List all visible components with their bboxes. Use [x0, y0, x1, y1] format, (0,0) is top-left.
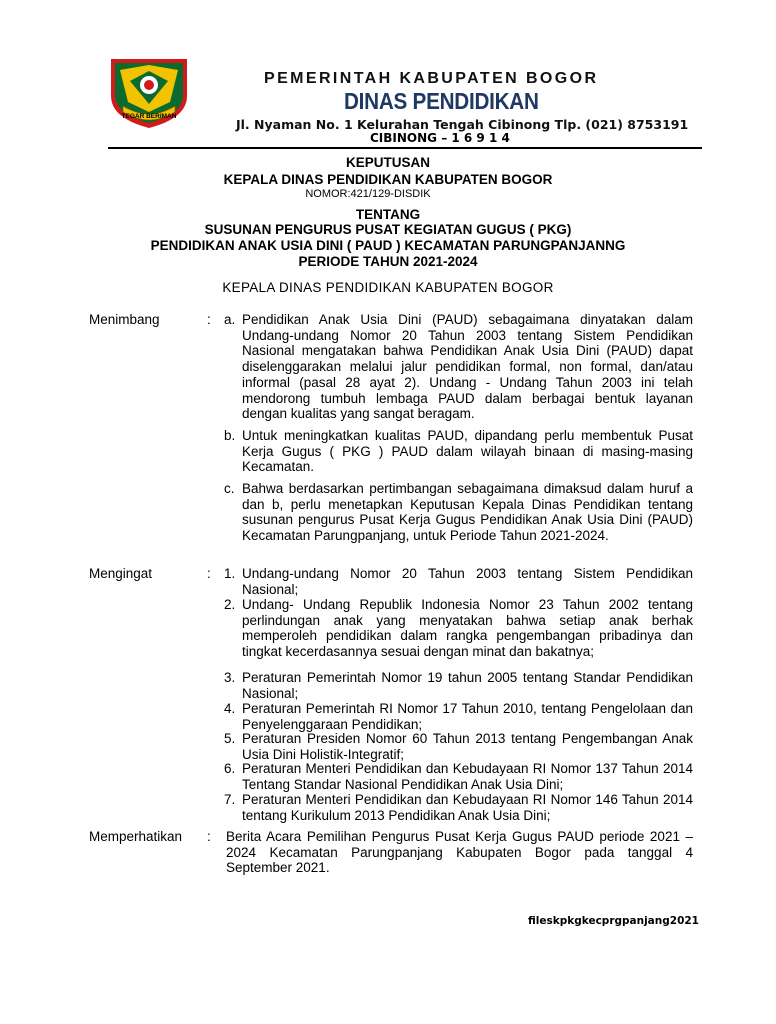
agency-city-cutoff: CIBINONG – 1 6 9 1 4: [370, 131, 510, 145]
list-item-number: 3.: [224, 670, 236, 685]
decree-about-label: TENTANG: [355, 207, 421, 222]
section-colon: :: [207, 829, 211, 844]
logo-motto: TEGAR BERIMAN: [121, 113, 177, 120]
decree-subject-line-3: PERIODE TAHUN 2021-2024: [298, 254, 478, 269]
list-item-text: Untuk meningkatkan kualitas PAUD, dipandang perlu membentuk Pusat Kerja Gugus ( PKG ) PAUD dalam wilayah binaan di masing-masing Kecamatan.: [242, 428, 693, 475]
section-colon: :: [207, 312, 211, 327]
list-item-text: Undang- Undang Republik Indonesia Nomor 23 Tahun 2002 tentang perlindungan anak yang menyatakan bahwa setiap anak berhak memperoleh pendidikan dalam rangka pengembangan pribadinya dan tingkat kecerdasannya sesuai dengan minat dan bakatnya;: [242, 597, 693, 660]
list-item-text: Peraturan Presiden Nomor 60 Tahun 2013 tentang Pengembangan Anak Usia Dini Holistik-Integratif;: [242, 731, 693, 762]
list-item-text: Peraturan Pemerintah RI Nomor 17 Tahun 2010, tentang Pengelolaan dan Penyelenggaraan Pendidikan;: [242, 701, 693, 732]
list-item-text: Peraturan Menteri Pendidikan dan Kebudayaan RI Nomor 146 Tahun 2014 tentang Kurikulum 2013 Pendidikan Anak Usia Dini;: [242, 792, 693, 823]
list-item-number: 4.: [224, 701, 236, 716]
decree-heading: KEPUTUSAN: [345, 155, 430, 170]
agency-address: Jl. Nyaman No. 1 Kelurahan Tengah Cibinong Tlp. (021) 8753191: [236, 117, 689, 132]
section-label-memperhatikan: Memperhatikan: [89, 829, 183, 844]
section-label-mengingat: Mengingat: [89, 566, 153, 581]
list-item-number: a.: [224, 312, 236, 327]
decree-number: NOMOR:421/129-DISDIK: [305, 188, 431, 200]
list-item-text: Peraturan Menteri Pendidikan dan Kebudayaan RI Nomor 137 Tahun 2014 Tentang Standar Nasional Pendidikan Anak Usia Dini;: [242, 761, 693, 792]
kabupaten-bogor-logo: [108, 56, 190, 130]
list-item-number: b.: [224, 428, 236, 443]
file-name: fileskpkgkecprgpanjang2021: [528, 915, 699, 927]
decree-issuer: KEPALA DINAS PENDIDIKAN KABUPATEN BOGOR: [223, 172, 553, 187]
section-label-menimbang: Menimbang: [89, 312, 160, 327]
list-item-number: 6.: [224, 761, 236, 776]
section-colon: :: [207, 566, 211, 581]
list-item-number: 5.: [224, 731, 236, 746]
decree-subject-line-2: PENDIDIKAN ANAK USIA DINI ( PAUD ) KECAMATAN PARUNGPANJANNG: [150, 238, 626, 253]
list-item-number: c.: [224, 481, 235, 496]
list-item-text: Pendidikan Anak Usia Dini (PAUD) sebagaimana dinyatakan dalam Undang-undang Nomor 20 Tahun 2003 tentang Sistem Pendidikan Nasional mengatakan bahwa Pendidikan Anak Usia Dini (PAUD) dapat diselenggarakan melalui jalur pendidikan formal, non formal, dan/atau informal (pasal 28 ayat 2). Undang - Undang Tahun 2003 ini telah mendorong tumbuh lembaga PAUD dalam berbagai bentuk layanan dengan kualitas yang sangat beragam.: [242, 312, 693, 422]
department-name: DINAS PENDIDIKAN: [344, 88, 539, 114]
list-item-number: 7.: [224, 792, 236, 807]
list-item-text: Bahwa berdasarkan pertimbangan sebagaimana dimaksud dalam huruf a dan b, perlu menetapkan Keputusan Kepala Dinas Pendidikan tentang susunan pengurus Pusat Kerja Gugus Pendidikan Anak Usia Dini (PAUD) Kecamatan Parungpanjang, untuk Periode Tahun 2021-2024.: [242, 481, 693, 544]
letterhead-divider: [108, 147, 702, 149]
memperhatikan-text: Berita Acara Pemilihan Pengurus Pusat Kerja Gugus PAUD periode 2021 – 2024 Kecamatan Parungpanjang Kabupaten Bogor pada tanggal 4 September 2021.: [226, 829, 693, 876]
list-item-text: Peraturan Pemerintah Nomor 19 tahun 2005 tentang Standar Pendidikan Nasional;: [242, 670, 693, 701]
list-item-text: Undang-undang Nomor 20 Tahun 2003 tentang Sistem Pendidikan Nasional;: [242, 566, 693, 597]
agency-name: PEMERINTAH KABUPATEN BOGOR: [264, 70, 599, 87]
list-item-number: 1.: [224, 566, 236, 581]
decree-authority: KEPALA DINAS PENDIDIKAN KABUPATEN BOGOR: [222, 280, 554, 295]
decree-subject-line-1: SUSUNAN PENGURUS PUSAT KEGIATAN GUGUS ( PKG): [204, 222, 572, 237]
list-item-number: 2.: [224, 597, 236, 612]
